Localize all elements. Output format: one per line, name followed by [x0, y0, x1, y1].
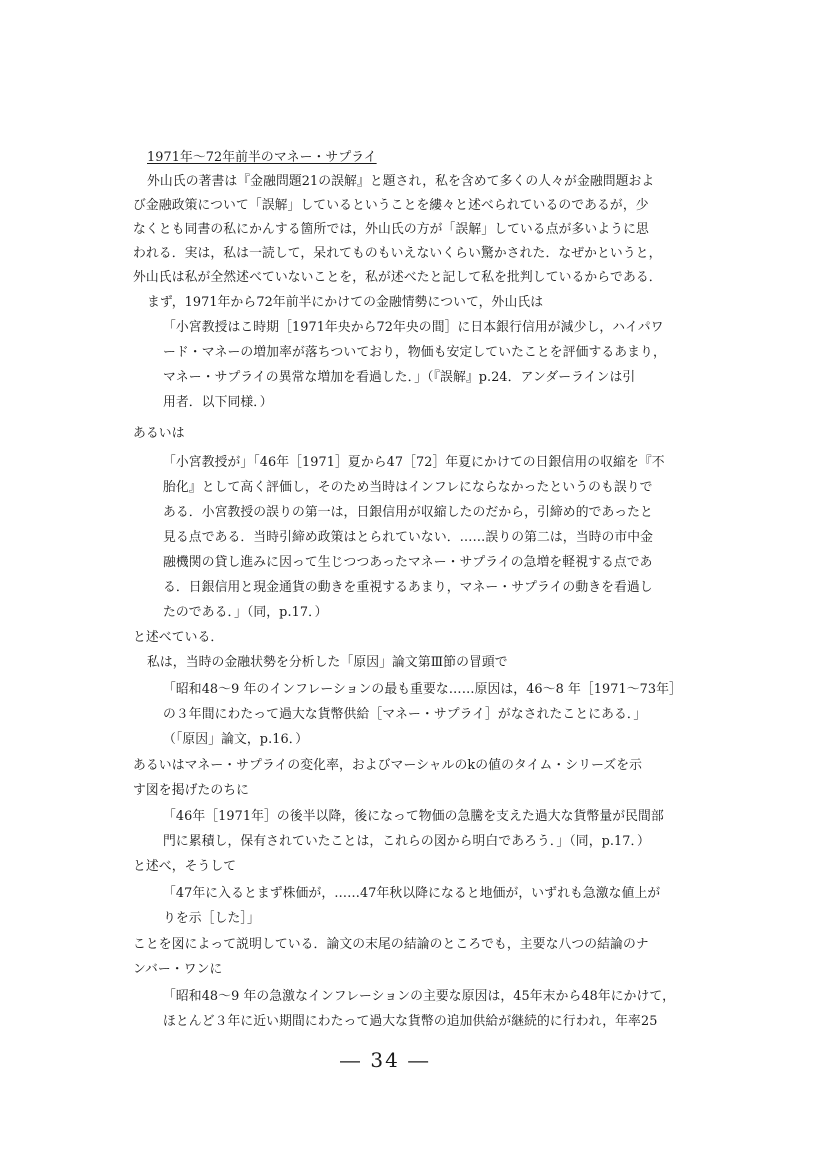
- quote-line: ある．小宮教授の誤りの第一は，日銀信用が収縮したのだから，引締め的であったと: [163, 505, 653, 520]
- text-line: われる．実は，私は一読して，呆れてものもいえないくらい驚かされた．なぜかというと，: [133, 246, 662, 261]
- text-line: なくとも同書の私にかんする箇所では，外山氏の方が「誤解」している点が多いように思: [133, 222, 649, 237]
- text-line: 外山氏は私が全然述べていないことを，私が述べたと記して私を批判しているからである．: [133, 270, 662, 285]
- text-line: ことを図によって説明している．論文の末尾の結論のところでも，主要な八つの結論のナ: [133, 937, 649, 952]
- quote-line: 「小宮教授はこ時期［1971年央から72年央の間］に日本銀行信用が減少し，ハイパワ: [163, 320, 664, 335]
- quote-line: たのである．」（同，p.17．）: [163, 605, 328, 620]
- quote-line: （「原因」論文，p.16．）: [163, 732, 309, 747]
- quote-line: 「昭和48〜9 年の急激なインフレーションの主要な原因は，45年末から48年にかけて，: [163, 989, 675, 1004]
- quote-line: 見る点である．当時引締め政策はとられていない．……誤りの第二は，当時の市中金: [163, 530, 654, 545]
- quote-line: 「昭和48〜9 年のインフレーションの最も重要な……原因は，46〜8 年［1971〜73年］: [163, 682, 682, 697]
- section-heading: 1971年〜72年前半のマネー・サプライ: [147, 150, 377, 165]
- text-line: 私は，当時の金融状勢を分析した「原因」論文第Ⅲ節の冒頭で: [147, 655, 508, 670]
- quote-line: 門に累積し，保有されていたことは，これらの図から明白であろう．」（同，p.17．）: [163, 834, 650, 849]
- text-line: あるいは: [133, 426, 185, 441]
- text-line: す図を掲げたのちに: [133, 783, 250, 798]
- text-line: 外山氏の著書は『金融問題21の誤解』と題され，私を含めて多くの人々が金融問題およ: [147, 174, 655, 189]
- text-line: まず，1971年から72年前半にかけての金融情勢について，外山氏は: [147, 295, 544, 310]
- text-line: と述べている．: [133, 630, 224, 645]
- text-line: ンバー・ワンに: [133, 962, 223, 977]
- quote-line: る．日銀信用と現金通貨の動きを重視するあまり，マネー・サプライの動きを看過し: [163, 580, 653, 595]
- quote-line: 胎化』として高く評価し，そのため当時はインフレにならなかったというのも誤りで: [163, 480, 653, 495]
- quote-line: 「47年に入るとまず株価が，……47年秋以降になると地価が，いずれも急激な値上が: [163, 886, 661, 901]
- quote-line: マネー・サプライの異常な増加を看過した．」（『誤解』p.24．アンダーラインは引: [163, 370, 636, 385]
- quote-line: ード・マネーの増加率が落ちついており，物価も安定していたことを評価するあまり，: [163, 345, 666, 360]
- page-number: ― 34 ―: [340, 1048, 431, 1072]
- quote-line: 融機関の貸し進みに因って生じつつあったマネー・サプライの急増を軽視する点であ: [163, 555, 653, 570]
- quote-line: りを示［した］」: [163, 911, 260, 926]
- text-line: び金融政策について「誤解」しているということを縷々と述べられているのであるが，少: [133, 198, 649, 213]
- quote-line: の３年間にわたって過大な貨幣供給［マネー・サプライ］がなされたことにある．」: [163, 707, 647, 722]
- quote-line: 「46年［1971年］の後半以降，後になって物価の急騰を支えた過大な貨幣量が民間部: [163, 809, 664, 824]
- quote-line: ほとんど３年に近い期間にわたって過大な貨幣の追加供給が継続的に行われ，年率25: [163, 1014, 658, 1029]
- quote-line: 用者．以下同様．）: [163, 395, 273, 410]
- text-line: あるいはマネー・サプライの変化率，およびマーシャルのkの値のタイム・シリーズを示: [133, 758, 643, 773]
- text-line: と述べ，そうして: [133, 859, 237, 874]
- quote-line: 「小宮教授が」「46年［1971］夏から47［72］年夏にかけての日銀信用の収縮を『不: [163, 455, 665, 470]
